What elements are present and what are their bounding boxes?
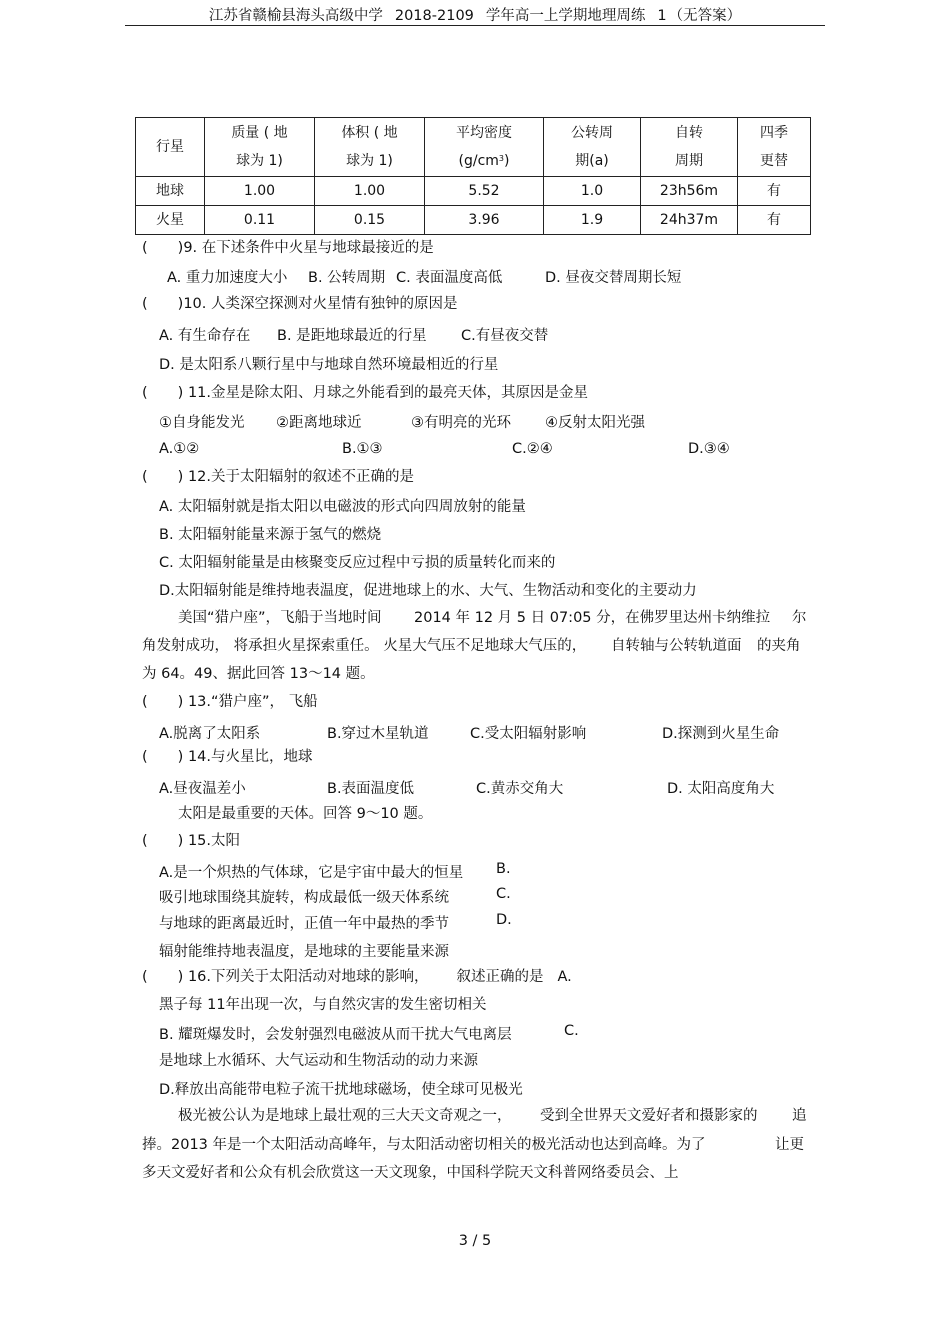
option-d: D.③④ (688, 441, 730, 457)
passage-text: 为 64。49、据此回答 13～14 题。 (142, 666, 375, 682)
th-seasons (738, 118, 811, 177)
question-stem: ) 12.关于太阳辐射的叙述不正确的是 (177, 469, 414, 485)
option-label: C. (496, 886, 511, 902)
option-a: A. 重力加速度大小 (167, 270, 288, 286)
answer-bracket: ( (142, 833, 148, 849)
th-text: ) (504, 153, 510, 169)
answer-bracket: ( (142, 749, 148, 765)
section-intro: 太阳是最重要的天体。回答 9～10 题。 (178, 806, 433, 822)
table-cell: 0.11 (205, 206, 315, 235)
question-stem: ) 11.金星是除太阳、月球之外能看到的最亮天体，其原因是金星 (177, 385, 588, 401)
option-b: B. 太阳辐射能量来源于氢气的燃烧 (159, 527, 382, 543)
option-b: B.①③ (342, 441, 383, 457)
question-stem: ) 13.“猎户座”， 飞船 (177, 694, 318, 710)
option-b: B.表面温度低 (327, 781, 415, 797)
question-11 (142, 383, 588, 403)
table-cell: 1.00 (315, 177, 425, 206)
option-text: B. 耀斑爆发时，会发射强烈电磁波从而干扰大气电离层 (159, 1027, 512, 1043)
header-note: （无答案） (668, 8, 742, 24)
header-num: 1 (657, 8, 667, 24)
table-cell: 地球 (136, 177, 205, 206)
question-stem: ) 15.太阳 (177, 833, 240, 849)
answer-bracket: ( (142, 385, 148, 401)
th-text: 行星 (156, 139, 184, 155)
option-b: B. 公转周期 (308, 270, 386, 286)
table-cell: 1.0 (544, 177, 641, 206)
option-d: D. 太阳高度角大 (667, 781, 775, 797)
passage-text: 尔 (792, 610, 807, 626)
question-stem: )9. 在下述条件中火星与地球最接近的是 (177, 240, 434, 256)
table-cell: 23h56m (641, 177, 738, 206)
answer-bracket: ( (142, 240, 148, 256)
header-course: 学年高一上学期地理周练 (485, 8, 646, 24)
option-text: 吸引地球围绕其旋转，构成最低一级天体系统 (159, 890, 449, 906)
th-text: 四季 (760, 125, 788, 141)
th-text: 平均密度 (456, 125, 512, 141)
passage-text: 捧。2013 年是一个太阳活动高峰年，与太阳活动密切相关的极光活动也达到高峰。为了 (142, 1137, 706, 1153)
option-d: D.探测到火星生命 (662, 726, 780, 742)
table-cell: 火星 (136, 206, 205, 235)
passage-text: 追 (792, 1108, 807, 1124)
table-row (136, 206, 811, 235)
option-a: A.①② (159, 441, 200, 457)
option-text: A.是一个炽热的气体球，它是宇宙中最大的恒星 (159, 865, 464, 881)
question-15 (142, 831, 240, 851)
th-planet (136, 118, 205, 177)
question-13 (142, 692, 318, 712)
table-header-row (136, 118, 811, 177)
passage-text: 的夹角 (757, 638, 801, 654)
th-rotation (641, 118, 738, 177)
option-d: D.太阳辐射能是维持地表温度，促进地球上的水、大气、生物活动和变化的主要动力 (159, 583, 697, 599)
passage-text: 让更 (775, 1137, 804, 1153)
page-header (125, 4, 825, 25)
option-a: A. 有生命存在 (159, 328, 251, 344)
table-cell: 0.15 (315, 206, 425, 235)
th-orbit (544, 118, 641, 177)
passage-text: 受到全世界天文爱好者和摄影家的 (540, 1108, 758, 1124)
table-cell: 有 (738, 177, 811, 206)
option-text: 黑子每 11年出现一次，与自然灾害的发生密切相关 (159, 997, 487, 1013)
th-text: 更替 (760, 153, 788, 169)
th-text: 周期 (675, 153, 703, 169)
option-c: C.受太阳辐射影响 (470, 726, 587, 742)
passage-text: 角发射成功， 将承担火星探索重任。 火星大气压不足地球大气压的， (142, 638, 587, 654)
option-b: B.穿过木星轨道 (327, 726, 429, 742)
th-volume (315, 118, 425, 177)
question-16 (142, 967, 572, 987)
choice-3: ③有明亮的光环 (411, 415, 511, 431)
choice-2: ②距离地球近 (276, 415, 362, 431)
question-stem: )10. 人类深空探测对火星情有独钟的原因是 (177, 296, 458, 312)
th-text: 体积 ( 地 (341, 125, 398, 141)
option-label: A. (557, 969, 572, 985)
table-cell: 3.96 (425, 206, 544, 235)
passage-text: 极光被公认为是地球上最壮观的三大天文奇观之一， (178, 1108, 512, 1124)
answer-bracket: ( (142, 296, 148, 312)
question-stem: ) 16.下列关于太阳活动对地球的影响， (177, 969, 429, 985)
th-density (425, 118, 544, 177)
question-stem: 叙述正确的是 (456, 969, 544, 985)
question-9 (142, 238, 434, 258)
th-text: 自转 (675, 125, 703, 141)
table-cell: 5.52 (425, 177, 544, 206)
th-text: (g/cm (458, 153, 499, 169)
option-text: 辐射能维持地表温度，是地球的主要能量来源 (159, 944, 449, 960)
option-text: D.释放出高能带电粒子流干扰地球磁场，使全球可见极光 (159, 1082, 523, 1098)
choice-1: ①自身能发光 (159, 415, 245, 431)
header-school: 江苏省赣榆县海头高级中学 (208, 8, 383, 24)
option-a: A. 太阳辐射就是指太阳以电磁波的形式向四周放射的能量 (159, 499, 526, 515)
th-text: 球为 1) (346, 153, 393, 169)
option-label: C. (564, 1023, 579, 1039)
question-12 (142, 467, 414, 487)
option-c: C. 太阳辐射能量是由核聚变反应过程中亏损的质量转化而来的 (159, 555, 556, 571)
question-10 (142, 294, 458, 314)
passage-text: 美国“猎户座”，飞船于当地时间 (178, 610, 382, 626)
th-mass (205, 118, 315, 177)
question-stem: ) 14.与火星比，地球 (177, 749, 313, 765)
page-number: 3 / 5 (458, 1233, 492, 1249)
th-sup: 3 (498, 154, 505, 163)
question-14 (142, 747, 313, 767)
th-text: 公转周 (571, 125, 613, 141)
table-row (136, 177, 811, 206)
th-text: 球为 1) (236, 153, 283, 169)
choice-4: ④反射太阳光强 (545, 415, 645, 431)
option-b: B. 是距地球最近的行星 (277, 328, 427, 344)
option-d: D. 昼夜交替周期长短 (545, 270, 682, 286)
passage-text: 自转轴与公转轨道面 (611, 638, 742, 654)
passage-text: 2014 年 12 月 5 日 07:05 分，在佛罗里达州卡纳维拉 (414, 610, 771, 626)
planet-table (135, 117, 811, 235)
option-c: C. 表面温度高低 (396, 270, 503, 286)
table-cell: 有 (738, 206, 811, 235)
option-a: A.脱离了太阳系 (159, 726, 261, 742)
answer-bracket: ( (142, 969, 148, 985)
option-d: D. 是太阳系八颗行星中与地球自然环境最相近的行星 (159, 357, 499, 373)
table-cell: 24h37m (641, 206, 738, 235)
option-c: C.有昼夜交替 (461, 328, 549, 344)
th-text: 期(a) (575, 153, 609, 169)
header-year: 2018-2109 (394, 8, 474, 24)
option-a: A.昼夜温差小 (159, 781, 246, 797)
answer-bracket: ( (142, 694, 148, 710)
th-text: 质量 ( 地 (231, 125, 288, 141)
header-rule (125, 25, 825, 26)
option-text: 是地球上水循环、大气运动和生物活动的动力来源 (159, 1053, 478, 1069)
option-text: 与地球的距离最近时，正值一年中最热的季节 (159, 916, 449, 932)
passage-text: 多天文爱好者和公众有机会欣赏这一天文现象，中国科学院天文科普网络委员会、上 (142, 1165, 679, 1181)
option-c: C.黄赤交角大 (476, 781, 564, 797)
answer-bracket: ( (142, 469, 148, 485)
table-cell: 1.00 (205, 177, 315, 206)
option-label: D. (496, 912, 512, 928)
option-label: B. (496, 861, 511, 877)
table-cell: 1.9 (544, 206, 641, 235)
option-c: C.②④ (512, 441, 553, 457)
